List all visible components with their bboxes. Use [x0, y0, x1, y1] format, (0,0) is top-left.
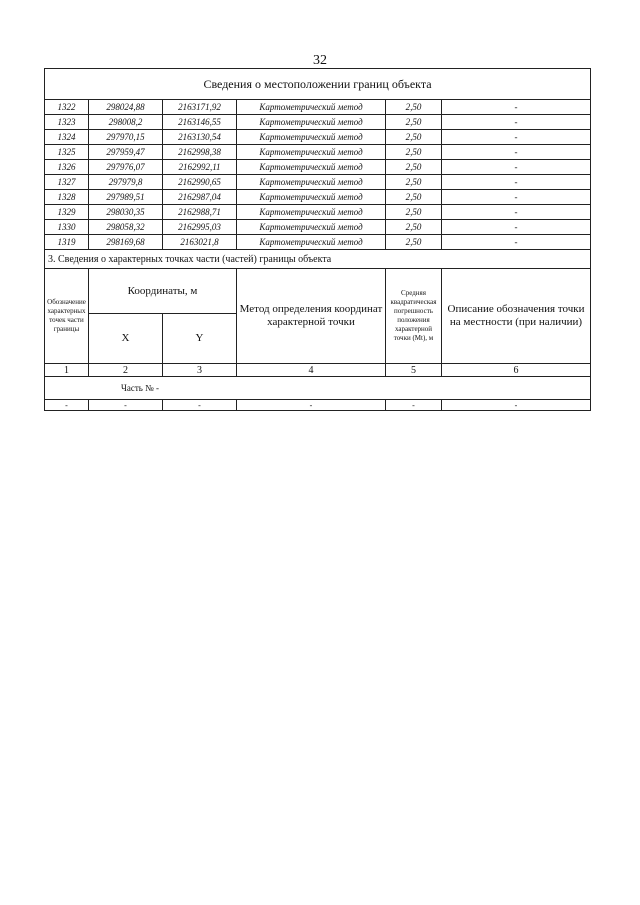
point-id-cell: 1323	[45, 115, 89, 130]
coord-y-cell: 2162987,04	[163, 190, 237, 205]
part-label: Часть № -	[45, 377, 591, 400]
coord-x-cell: 298030,35	[89, 205, 163, 220]
header-coordinates: Координаты, м	[89, 269, 237, 314]
precision-cell: 2,50	[386, 115, 442, 130]
coord-x-cell: 297970,15	[89, 130, 163, 145]
header-x: X	[89, 314, 163, 364]
description-cell: -	[442, 190, 591, 205]
empty-cell: -	[237, 400, 386, 411]
point-id-cell: 1330	[45, 220, 89, 235]
method-cell: Картометрический метод	[237, 190, 386, 205]
empty-cell: -	[386, 400, 442, 411]
empty-cell: -	[163, 400, 237, 411]
boundary-table	[44, 68, 591, 411]
precision-cell: 2,50	[386, 100, 442, 115]
coord-x-cell: 298008,2	[89, 115, 163, 130]
coord-y-cell: 2162990,65	[163, 175, 237, 190]
coord-y-cell: 2162992,11	[163, 160, 237, 175]
coord-x-cell: 297989,51	[89, 190, 163, 205]
column-number: 5	[386, 364, 442, 377]
point-id-cell: 1326	[45, 160, 89, 175]
method-cell: Картометрический метод	[237, 220, 386, 235]
description-cell: -	[442, 220, 591, 235]
method-cell: Картометрический метод	[237, 160, 386, 175]
column-number: 1	[45, 364, 89, 377]
table-row	[45, 190, 591, 205]
table-row	[45, 160, 591, 175]
description-cell: -	[442, 130, 591, 145]
method-cell: Картометрический метод	[237, 130, 386, 145]
coord-y-cell: 2163146,55	[163, 115, 237, 130]
coord-y-cell: 2162998,38	[163, 145, 237, 160]
header-point-designation: Обозначение характерных точек части границы	[45, 269, 89, 364]
precision-cell: 2,50	[386, 175, 442, 190]
header-precision: Средняя квадратическая погрешность положения характерной точки (Mt), м	[386, 269, 442, 364]
description-cell: -	[442, 175, 591, 190]
point-id-cell: 1325	[45, 145, 89, 160]
coord-x-cell: 298058,32	[89, 220, 163, 235]
method-cell: Картометрический метод	[237, 145, 386, 160]
coord-y-cell: 2163130,54	[163, 130, 237, 145]
point-id-cell: 1319	[45, 235, 89, 250]
column-number: 2	[89, 364, 163, 377]
empty-cell: -	[89, 400, 163, 411]
description-cell: -	[442, 205, 591, 220]
method-cell: Картометрический метод	[237, 115, 386, 130]
precision-cell: 2,50	[386, 205, 442, 220]
coord-x-cell: 297959,47	[89, 145, 163, 160]
table-row	[45, 235, 591, 250]
point-id-cell: 1328	[45, 190, 89, 205]
precision-cell: 2,50	[386, 130, 442, 145]
description-cell: -	[442, 145, 591, 160]
header-method: Метод определения координат характерной точки	[237, 269, 386, 364]
description-cell: -	[442, 115, 591, 130]
point-id-cell: 1322	[45, 100, 89, 115]
method-cell: Картометрический метод	[237, 100, 386, 115]
header-y: Y	[163, 314, 237, 364]
precision-cell: 2,50	[386, 235, 442, 250]
precision-cell: 2,50	[386, 145, 442, 160]
point-id-cell: 1327	[45, 175, 89, 190]
table-row	[45, 175, 591, 190]
table-row	[45, 145, 591, 160]
coord-y-cell: 2162988,71	[163, 205, 237, 220]
table-row	[45, 100, 591, 115]
empty-cell: -	[442, 400, 591, 411]
section-3-title: 3. Сведения о характерных точках части (частей) границы объекта	[45, 250, 591, 269]
description-cell: -	[442, 100, 591, 115]
table-row	[45, 220, 591, 235]
coord-x-cell: 298024,88	[89, 100, 163, 115]
coord-x-cell: 297979,8	[89, 175, 163, 190]
column-number-row	[45, 364, 591, 377]
header-description: Описание обозначения точки на местности (при наличии)	[442, 269, 591, 364]
page-number: 32	[313, 53, 327, 68]
coord-y-cell: 2163171,92	[163, 100, 237, 115]
method-cell: Картометрический метод	[237, 235, 386, 250]
column-number: 3	[163, 364, 237, 377]
description-cell: -	[442, 160, 591, 175]
precision-cell: 2,50	[386, 160, 442, 175]
point-id-cell: 1324	[45, 130, 89, 145]
column-number: 6	[442, 364, 591, 377]
precision-cell: 2,50	[386, 190, 442, 205]
table-row	[45, 130, 591, 145]
description-cell: -	[442, 235, 591, 250]
table-row	[45, 115, 591, 130]
coord-y-cell: 2163021,8	[163, 235, 237, 250]
table-title: Сведения о местоположении границ объекта	[45, 69, 591, 100]
precision-cell: 2,50	[386, 220, 442, 235]
empty-point-row	[45, 400, 591, 411]
coord-x-cell: 297976,07	[89, 160, 163, 175]
coord-y-cell: 2162995,03	[163, 220, 237, 235]
empty-cell: -	[45, 400, 89, 411]
point-id-cell: 1329	[45, 205, 89, 220]
table-row	[45, 205, 591, 220]
method-cell: Картометрический метод	[237, 175, 386, 190]
column-number: 4	[237, 364, 386, 377]
coord-x-cell: 298169,68	[89, 235, 163, 250]
method-cell: Картометрический метод	[237, 205, 386, 220]
